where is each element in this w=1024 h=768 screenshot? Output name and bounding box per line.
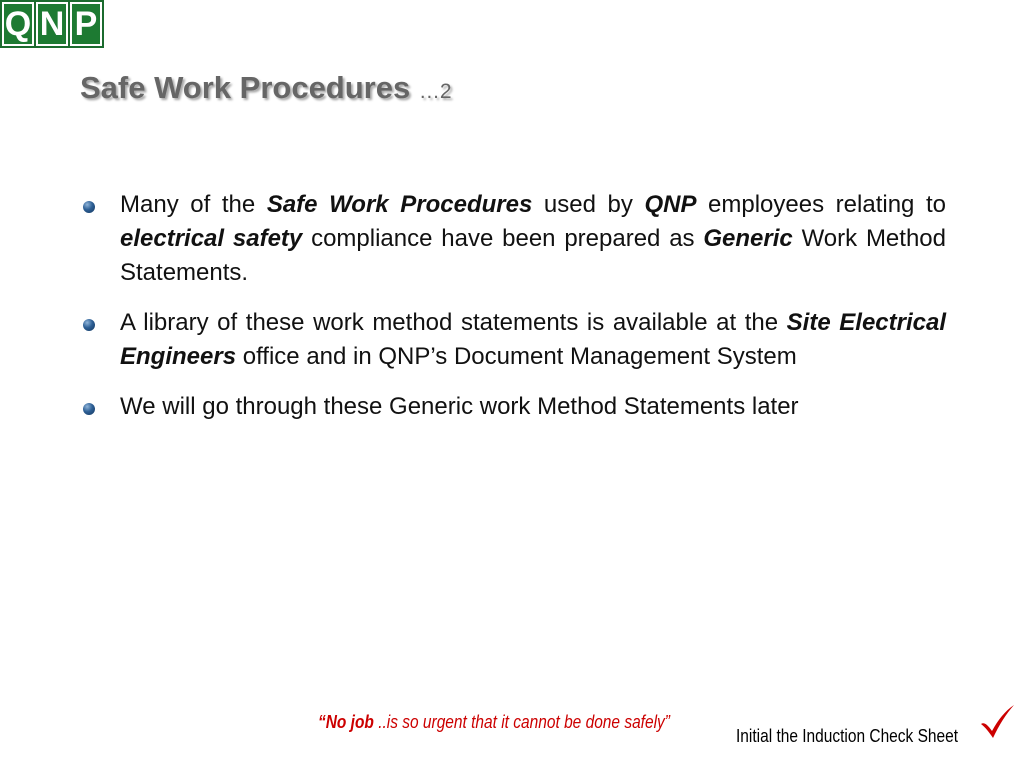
bullet-text-bold: Site Electrical Engineers	[120, 309, 946, 370]
logo-letter-p: P	[70, 2, 102, 46]
bullet-dot-icon	[83, 403, 95, 415]
bullet-text: We will go through these Generic work Method Statements later	[120, 393, 799, 420]
bullet-text: used by	[532, 191, 645, 218]
bullet-list	[80, 188, 946, 440]
induction-check-label: Initial the Induction Check Sheet	[736, 726, 959, 746]
slide-title-main: Safe Work Procedures	[80, 70, 411, 105]
bullet-dot-icon	[83, 201, 95, 213]
logo-letter-q: Q	[2, 2, 34, 46]
checkmark-icon	[978, 704, 1016, 740]
bullet-dot-icon	[83, 319, 95, 331]
safety-quote-strong: No job	[325, 712, 374, 732]
bullet-text: Many of the	[120, 191, 267, 218]
bullet-item	[80, 390, 946, 424]
bullet-text-bold: Generic	[703, 225, 793, 252]
bullet-text: office and in QNP’s Document Management System	[236, 343, 797, 370]
qnp-logo	[0, 0, 104, 48]
bullet-text-bold: Safe Work Procedures	[266, 191, 533, 218]
bullet-text-bold: QNP	[644, 191, 697, 218]
safety-quote	[318, 712, 670, 733]
safety-quote-rest: ..is so urgent that it cannot be done safely”	[373, 712, 670, 732]
safety-quote-open: “	[318, 712, 326, 732]
bullet-text: employees relating to	[696, 191, 946, 218]
bullet-text: Work Method Statements.	[120, 225, 946, 286]
slide-title-suffix: …2	[418, 80, 452, 103]
bullet-item	[80, 306, 946, 374]
bullet-text: compliance have been prepared as	[302, 225, 704, 252]
logo-letter-n: N	[36, 2, 68, 46]
bullet-text-bold: electrical safety	[120, 225, 303, 252]
slide-title	[80, 70, 452, 106]
bullet-text: A library of these work method statements is available at the	[120, 309, 787, 336]
bullet-item	[80, 188, 946, 290]
